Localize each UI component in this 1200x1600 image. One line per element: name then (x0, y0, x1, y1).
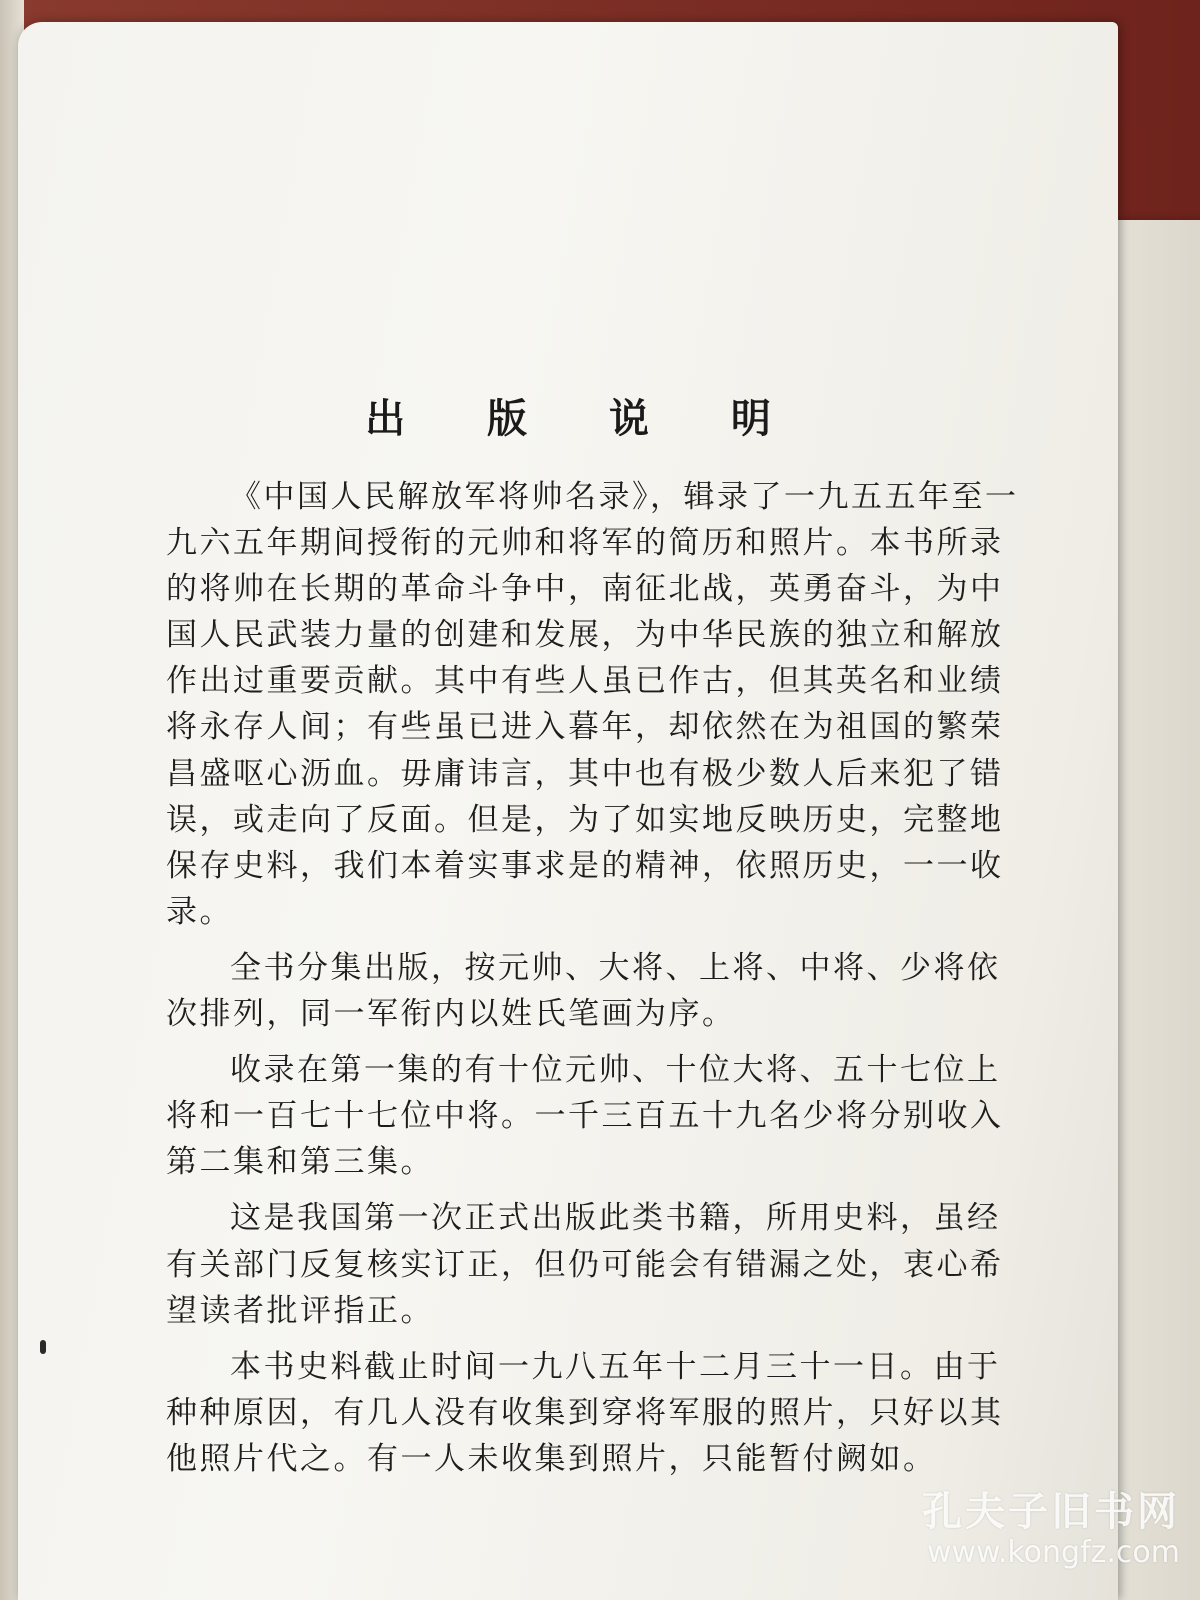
paragraph-2 (166, 945, 1001, 1037)
body-text (166, 474, 1019, 1492)
paragraph-5 (166, 1344, 1004, 1482)
text-line: 有关部门反复核实订正，但仍可能会有错漏之处，衷心希 (166, 1246, 1004, 1283)
text-line: 这是我国第一次正式出版此类书籍，所用史料，虽经 (230, 1200, 1001, 1237)
text-line: 将永存人间；有些虽已进入暮年，却依然在为祖国的繁荣 (166, 709, 1004, 746)
margin-mark (40, 1340, 46, 1354)
text-line: 国人民武装力量的创建和发展，为中华民族的独立和解放 (166, 617, 1004, 654)
text-line: 的将帅在长期的革命斗争中，南征北战，英勇奋斗，为中 (166, 571, 1004, 608)
watermark-name: 孔夫子旧书网 (922, 1489, 1180, 1535)
text-line: 作出过重要贡献。其中有些人虽已作古，但其英名和业绩 (166, 663, 1004, 700)
text-line: 全书分集出版，按元帅、大将、上将、中将、少将依 (230, 949, 1001, 986)
text-line: 第二集和第三集。 (166, 1144, 434, 1181)
text-line: 《中国人民解放军将帅名录》，辑录了一九五五年至一 (230, 479, 1019, 515)
text-line: 录。 (166, 893, 233, 930)
watermark-url: www.kongfz.com (926, 1535, 1180, 1570)
text-line: 种种原因，有几人没有收集到穿将军服的照片，只好以其 (166, 1394, 1004, 1431)
paragraph-4 (166, 1195, 1004, 1333)
text-line: 将和一百七十七位中将。一千三百五十九名少将分别收入 (166, 1098, 1004, 1135)
text-line: 本书史料截止时间一九八五年十二月三十一日。由于 (230, 1348, 1001, 1385)
site-watermark (860, 1490, 1180, 1572)
paragraph-3 (166, 1047, 1004, 1185)
text-line: 他照片代之。有一人未收集到照片，只能暂付阙如。 (166, 1440, 937, 1477)
book-page (18, 22, 1118, 1600)
text-line: 九六五年期间授衔的元帅和将军的简历和照片。本书所录 (166, 525, 1004, 562)
paragraph-1 (166, 474, 1019, 935)
text-line: 次排列，同一军衔内以姓氏笔画为序。 (166, 996, 736, 1033)
text-line: 望读者批评指正。 (166, 1292, 434, 1329)
text-line: 保存史料，我们本着实事求是的精神，依照历史，一一收 (166, 847, 1004, 884)
page-title: 出 版 说 明 (365, 395, 805, 442)
text-line: 误，或走向了反面。但是，为了如实地反映历史，完整地 (166, 801, 1004, 838)
text-line: 收录在第一集的有十位元帅、十位大将、五十七位上 (230, 1052, 1001, 1089)
text-line: 昌盛呕心沥血。毋庸讳言，其中也有极少数人后来犯了错 (166, 755, 1004, 792)
